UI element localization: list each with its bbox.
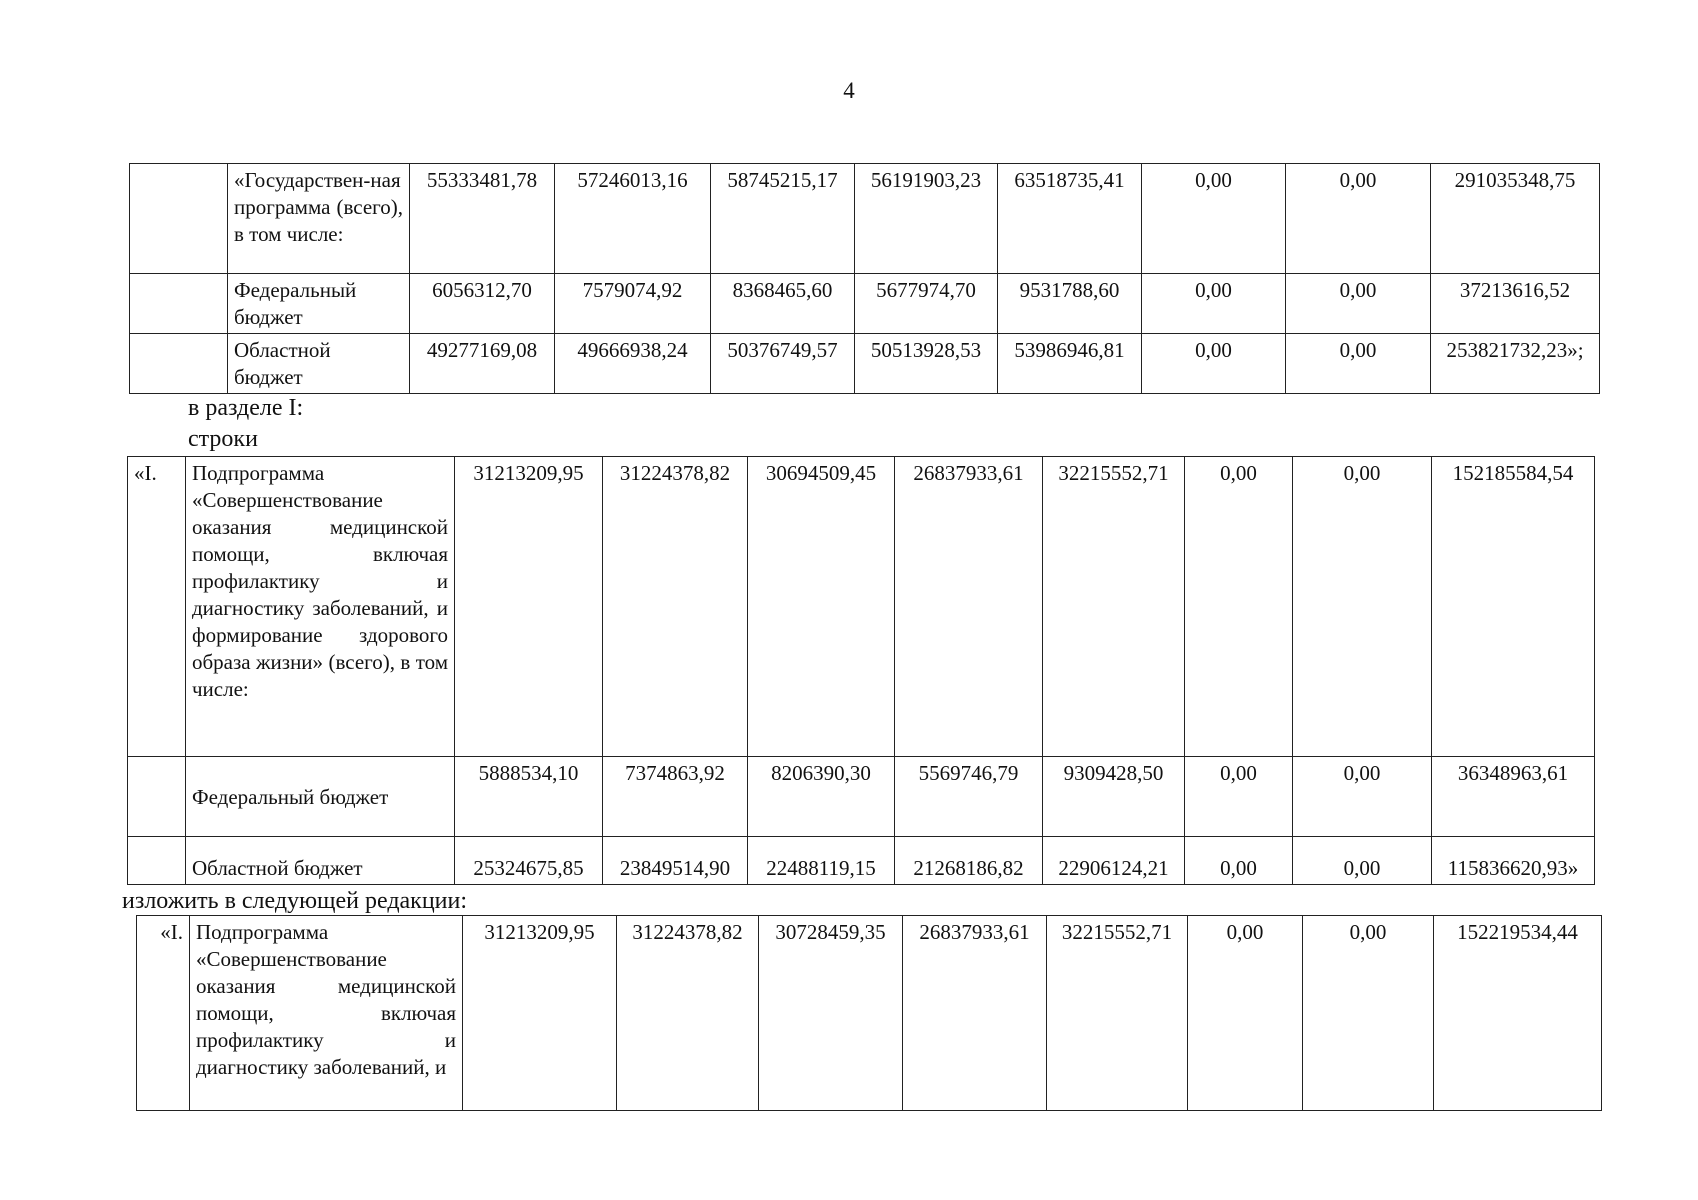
value-cell: 5888534,10 xyxy=(455,757,603,837)
value-cell: 0,00 xyxy=(1142,164,1286,274)
value-cell: 31224378,82 xyxy=(603,457,748,757)
table-row xyxy=(128,457,1595,757)
section-note: в разделе I: xyxy=(188,395,304,421)
row-index: «I. xyxy=(137,916,190,1111)
value-cell: 0,00 xyxy=(1188,916,1303,1111)
value-cell: 0,00 xyxy=(1185,837,1293,885)
value-cell: 30728459,35 xyxy=(759,916,903,1111)
value-cell: 8206390,30 xyxy=(748,757,895,837)
value-cell: 0,00 xyxy=(1142,334,1286,394)
program-funding-table xyxy=(129,163,1600,394)
table-row xyxy=(130,164,1600,274)
value-cell: 56191903,23 xyxy=(855,164,998,274)
value-cell: 49666938,24 xyxy=(555,334,711,394)
value-cell: 0,00 xyxy=(1142,274,1286,334)
row-name: «Государствен-ная программа (всего), в том числе: xyxy=(228,164,410,274)
row-index xyxy=(128,757,186,837)
value-cell: 63518735,41 xyxy=(998,164,1142,274)
value-cell: 32215552,71 xyxy=(1043,457,1185,757)
value-cell: 36348963,61 xyxy=(1432,757,1595,837)
table-row xyxy=(128,757,1595,837)
value-cell: 6056312,70 xyxy=(410,274,555,334)
value-cell: 9531788,60 xyxy=(998,274,1142,334)
value-cell: 5677974,70 xyxy=(855,274,998,334)
subprogram-old-table xyxy=(127,456,1595,885)
value-cell: 0,00 xyxy=(1286,334,1431,394)
value-cell: 9309428,50 xyxy=(1043,757,1185,837)
value-cell: 30694509,45 xyxy=(748,457,895,757)
value-cell: 0,00 xyxy=(1286,164,1431,274)
value-cell: 37213616,52 xyxy=(1431,274,1600,334)
value-cell: 0,00 xyxy=(1293,457,1432,757)
rows-note: строки xyxy=(188,426,258,452)
value-cell: 0,00 xyxy=(1293,837,1432,885)
value-cell: 25324675,85 xyxy=(455,837,603,885)
value-cell: 5569746,79 xyxy=(895,757,1043,837)
value-cell: 31224378,82 xyxy=(617,916,759,1111)
row-name: Федеральный бюджет xyxy=(228,274,410,334)
edit-note: изложить в следующей редакции: xyxy=(122,888,468,914)
row-name: Федеральный бюджет xyxy=(186,757,455,837)
empty-cell xyxy=(130,164,228,274)
table-row xyxy=(128,837,1595,885)
subprogram-new-table xyxy=(136,915,1602,1111)
value-cell: 152219534,44 xyxy=(1434,916,1602,1111)
row-index: «I. xyxy=(128,457,186,757)
value-cell: 31213209,95 xyxy=(455,457,603,757)
value-cell: 0,00 xyxy=(1185,757,1293,837)
value-cell: 21268186,82 xyxy=(895,837,1043,885)
value-cell: 23849514,90 xyxy=(603,837,748,885)
value-cell: 50376749,57 xyxy=(711,334,855,394)
empty-cell xyxy=(130,274,228,334)
value-cell: 50513928,53 xyxy=(855,334,998,394)
row-name: Областной бюджет xyxy=(228,334,410,394)
value-cell: 32215552,71 xyxy=(1047,916,1188,1111)
row-index xyxy=(128,837,186,885)
value-cell: 152185584,54 xyxy=(1432,457,1595,757)
value-cell: 253821732,23»; xyxy=(1431,334,1600,394)
value-cell: 0,00 xyxy=(1185,457,1293,757)
value-cell: 8368465,60 xyxy=(711,274,855,334)
value-cell: 0,00 xyxy=(1286,274,1431,334)
value-cell: 22906124,21 xyxy=(1043,837,1185,885)
value-cell: 7374863,92 xyxy=(603,757,748,837)
table-row xyxy=(137,916,1602,1111)
value-cell: 49277169,08 xyxy=(410,334,555,394)
value-cell: 31213209,95 xyxy=(463,916,617,1111)
empty-cell xyxy=(130,334,228,394)
value-cell: 0,00 xyxy=(1303,916,1434,1111)
value-cell: 7579074,92 xyxy=(555,274,711,334)
value-cell: 53986946,81 xyxy=(998,334,1142,394)
value-cell: 57246013,16 xyxy=(555,164,711,274)
row-name: Подпрограмма «Совершенствование оказания медицинской помощи, включая профилактику и диагностику заболеваний, и xyxy=(190,916,463,1111)
value-cell: 55333481,78 xyxy=(410,164,555,274)
value-cell: 22488119,15 xyxy=(748,837,895,885)
value-cell: 291035348,75 xyxy=(1431,164,1600,274)
value-cell: 115836620,93» xyxy=(1432,837,1595,885)
table-row xyxy=(130,274,1600,334)
value-cell: 26837933,61 xyxy=(903,916,1047,1111)
page-number: 4 xyxy=(843,78,855,103)
table-row xyxy=(130,334,1600,394)
value-cell: 58745215,17 xyxy=(711,164,855,274)
row-name: Подпрограмма «Совершенствование оказания медицинской помощи, включая профилактику и диагностику заболеваний, и формирование здорового образа жизни» (всего), в том числе: xyxy=(186,457,455,757)
value-cell: 0,00 xyxy=(1293,757,1432,837)
row-name: Областной бюджет xyxy=(186,837,455,885)
value-cell: 26837933,61 xyxy=(895,457,1043,757)
